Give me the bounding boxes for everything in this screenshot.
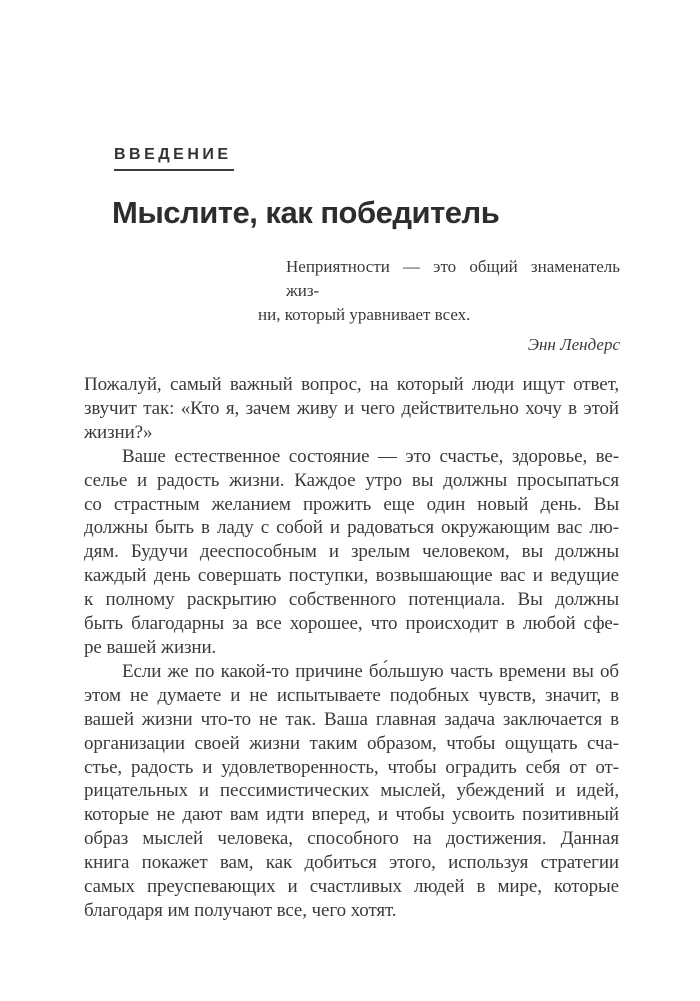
- text-line: благодаря им получают все, чего хотят.: [84, 899, 397, 921]
- text-line: дям. Будучи дееспособным и зрелым человеком, вы должны: [84, 541, 619, 563]
- text-line: этом не думаете и не испытываете подобных чувств, значит, в: [84, 684, 619, 706]
- epigraph-attribution: Энн Лендерс: [527, 335, 620, 354]
- text-line: должны быть в ладу с собой и радоваться окружающим вас лю-: [84, 517, 619, 539]
- text-line: быть благодарны за все хорошее, что происходит в любой сфе-: [84, 613, 619, 635]
- paragraph: [84, 660, 619, 923]
- text-line: каждый день совершать поступки, возвышающие вас и ведущие: [84, 565, 619, 587]
- paragraph: [84, 373, 619, 445]
- text-line: селье и радость жизни. Каждое утро вы должны просыпаться: [84, 469, 619, 491]
- epigraph-lines: [258, 255, 620, 327]
- text-line: организации своей жизни таким образом, чтобы ощущать сча-: [84, 732, 619, 754]
- epigraph-line: ни, который уравнивает всех.: [258, 305, 471, 324]
- text-line: книга покажет вам, как добиться этого, используя стратегии: [84, 852, 619, 874]
- text-line: к полному раскрытию собственного потенциала. Вы должны: [84, 589, 619, 611]
- text-line: стье, радость и удовлетворенность, чтобы оградить себя от от-: [84, 756, 619, 778]
- text-line: звучит так: «Кто я, зачем живу и чего действительно хочу в этой: [84, 397, 619, 419]
- text-line: Пожалуй, самый важный вопрос, на который люди ищут ответ,: [84, 374, 619, 395]
- paragraph: [84, 445, 619, 660]
- text-line: ре вашей жизни.: [84, 636, 217, 658]
- text-line: со страстным желанием прожить еще один новый день. Вы: [84, 493, 619, 515]
- text-line: самых преуспевающих и счастливых людей в мире, которые: [84, 876, 619, 898]
- chapter-title: Мыслите, как победитель: [112, 195, 500, 230]
- text-line: Если же по какой-то причине бо́льшую часть времени вы об: [122, 660, 619, 682]
- text-line: рицательных и пессимистических мыслей, убеждений и идей,: [84, 780, 619, 802]
- epigraph: [258, 255, 620, 357]
- text-line: образ мыслей человека, способного на достижения. Данная: [84, 828, 619, 850]
- text-line: которые не дают вам идти вперед, и чтобы усвоить позитивный: [84, 804, 619, 826]
- text-line: вашей жизни что-то не так. Ваша главная задача заключается в: [84, 708, 619, 730]
- epigraph-line: Неприятности — это общий знаменатель жиз-: [286, 257, 620, 300]
- text-line: жизни?»: [84, 421, 153, 443]
- chapter-kicker: ВВЕДЕНИЕ: [114, 145, 234, 171]
- body-text: [84, 373, 619, 923]
- text-line: Ваше естественное состояние — это счастье, здоровье, ве-: [122, 445, 619, 467]
